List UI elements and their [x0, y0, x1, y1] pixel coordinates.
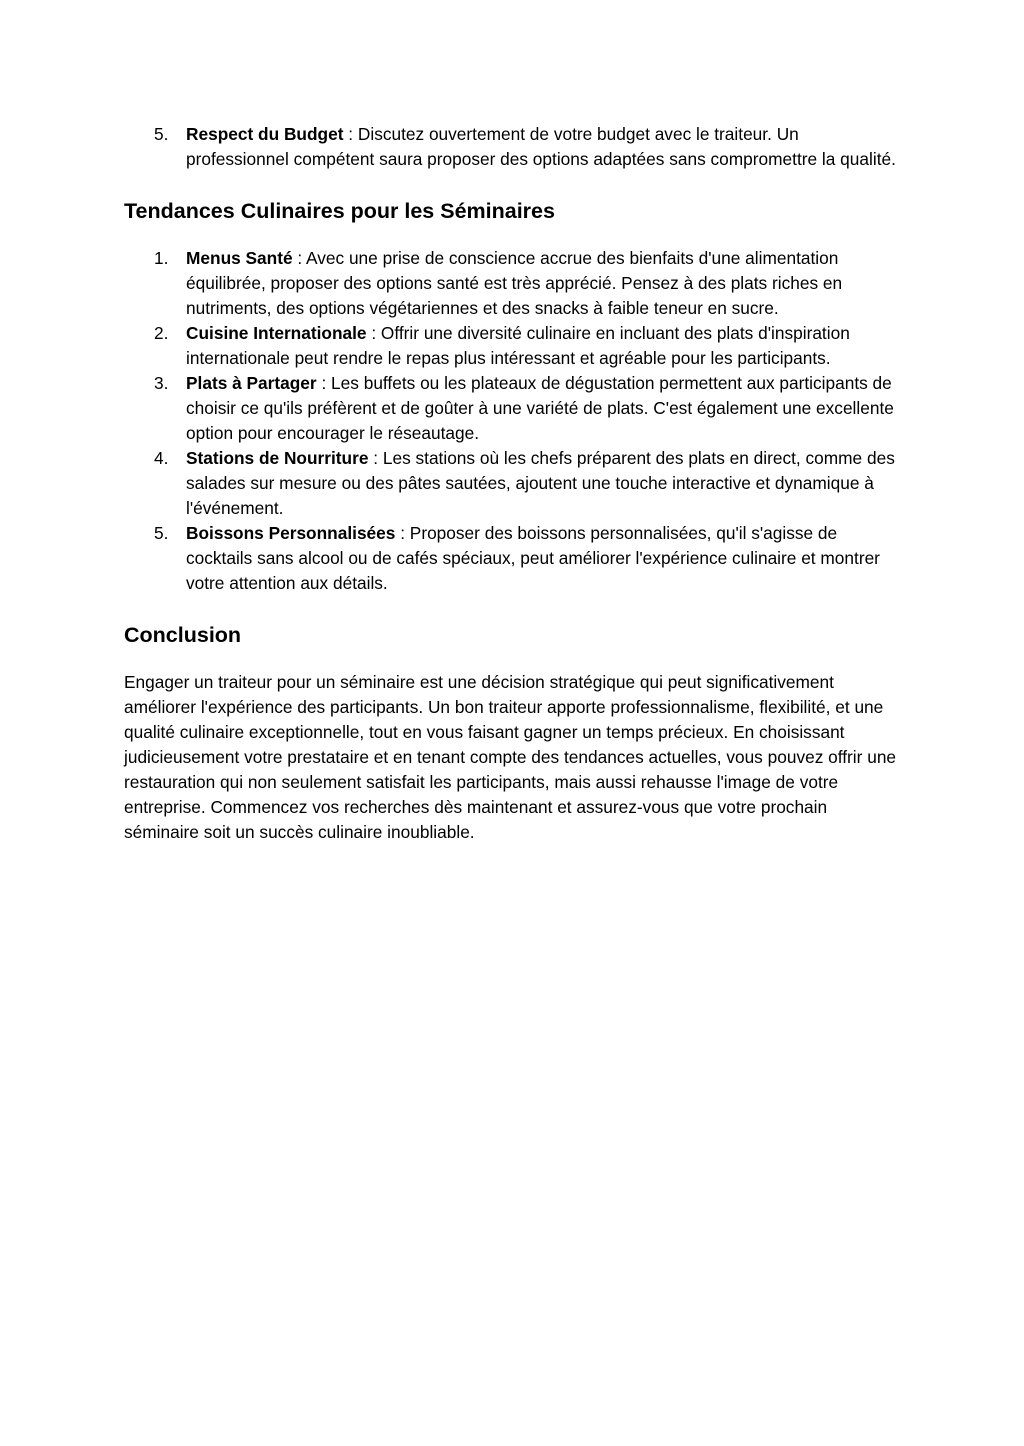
- list-item-term: Boissons Personnalisées: [186, 523, 396, 543]
- list-item-number: 4.: [154, 448, 169, 468]
- list-item: [124, 246, 904, 321]
- list-item-text: : Proposer des boissons personnalisées, qu'il s'agisse de cocktails sans alcool ou de cafés spéciaux, peut améliorer l'expérience culinaire et montrer votre attention aux détails.: [186, 523, 880, 593]
- list-item-number: 5.: [154, 124, 169, 144]
- list-item: [124, 122, 904, 172]
- list-item-term: Cuisine Internationale: [186, 323, 367, 343]
- list-item-text: : Avec une prise de conscience accrue des bienfaits d'une alimentation équilibrée, proposer des options santé est très apprécié. Pensez à des plats riches en nutriments, des options végétariennes et des snacks à faible teneur en sucre.: [186, 248, 843, 318]
- budget-list: [124, 122, 904, 172]
- conclusion-heading: Conclusion: [124, 623, 242, 647]
- list-item: [124, 371, 904, 446]
- document-page: [124, 122, 904, 845]
- list-item-text: : Les buffets ou les plateaux de dégustation permettent aux participants de choisir ce qu'ils préfèrent et de goûter à une variété de plats. C'est également une excellente option pour encourager le réseautage.: [186, 373, 894, 443]
- list-item-number: 2.: [154, 323, 169, 343]
- trends-heading: Tendances Culinaires pour les Séminaires: [124, 199, 555, 223]
- list-item-text: : Les stations où les chefs préparent des plats en direct, comme des salades sur mesure ou des pâtes sautées, ajoutent une touche interactive et dynamique à l'événement.: [186, 448, 895, 518]
- list-item: [124, 521, 904, 596]
- list-item: [124, 321, 904, 371]
- list-item: [124, 446, 904, 521]
- trends-list: [124, 246, 904, 596]
- list-item-term: Respect du Budget: [186, 124, 344, 144]
- list-item-number: 5.: [154, 523, 169, 543]
- list-item-number: 3.: [154, 373, 169, 393]
- list-item-term: Stations de Nourriture: [186, 448, 369, 468]
- list-item-term: Menus Santé: [186, 248, 293, 268]
- list-item-term: Plats à Partager: [186, 373, 317, 393]
- list-item-number: 1.: [154, 248, 169, 268]
- conclusion-paragraph: Engager un traiteur pour un séminaire est une décision stratégique qui peut significativement améliorer l'expérience des participants. Un bon traiteur apporte professionnalisme, flexibilité, et une qualité culinaire exceptionnelle, tout en vous faisant gagner un temps précieux. En choisissant judicieusement votre prestataire et en tenant compte des tendances actuelles, vous pouvez offrir une restauration qui non seulement satisfait les participants, mais aussi rehausse l'image de votre entreprise. Commencez vos recherches dès maintenant et assurez-vous que votre prochain séminaire soit un succès culinaire inoubliable.: [124, 672, 897, 842]
- list-item-text: : Offrir une diversité culinaire en incluant des plats d'inspiration internationale peut rendre le repas plus intéressant et agréable pour les participants.: [186, 323, 850, 368]
- list-item-text: : Discutez ouvertement de votre budget avec le traiteur. Un professionnel compétent saura proposer des options adaptées sans compromettre la qualité.: [186, 124, 896, 169]
